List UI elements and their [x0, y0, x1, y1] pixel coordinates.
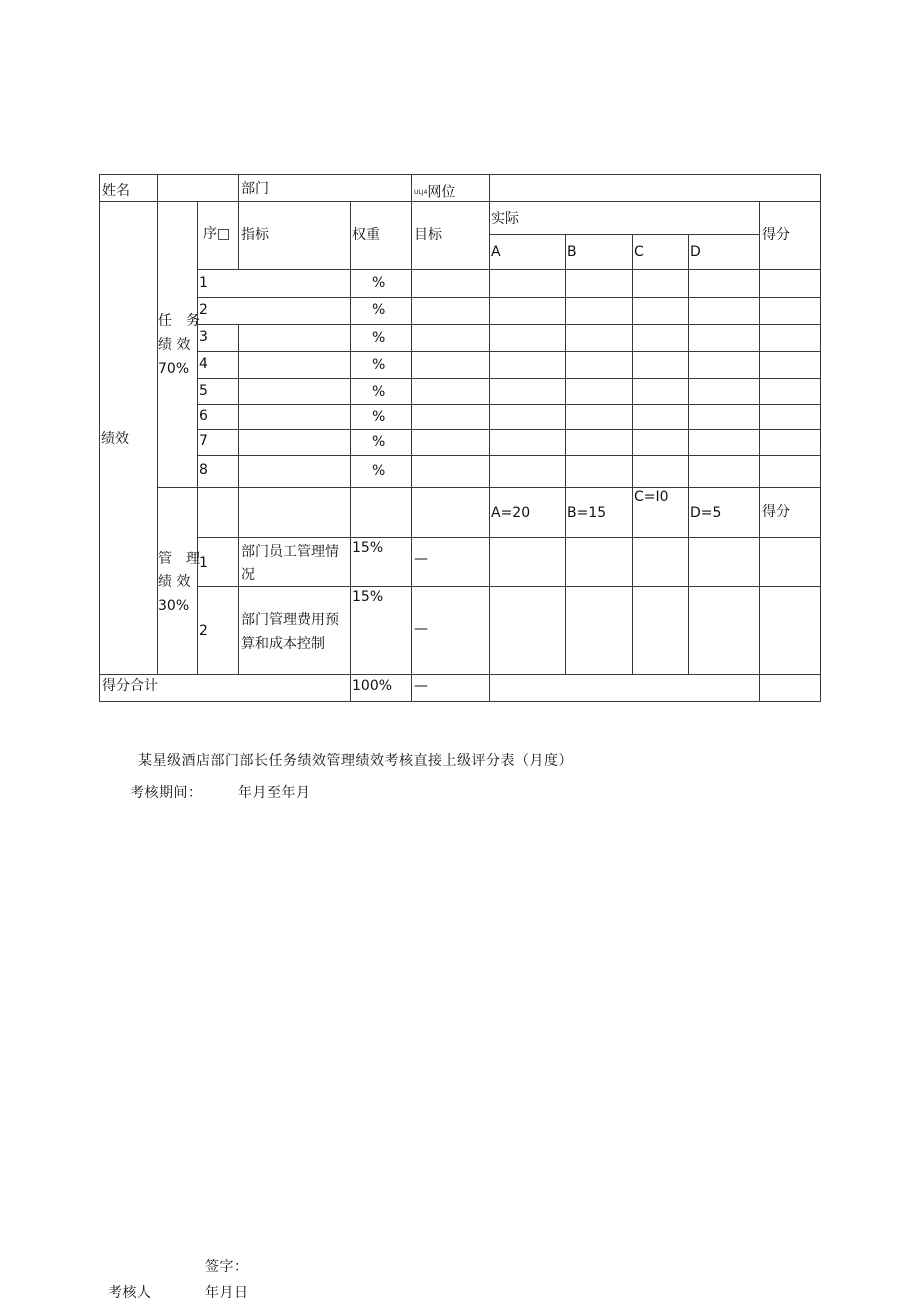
col-line	[197, 201, 198, 488]
col-target: 目标	[414, 227, 442, 243]
col-indicator: 指标	[241, 227, 269, 243]
col-line	[238, 201, 239, 270]
mgmt-row-target: —	[414, 621, 428, 637]
total-target: —	[414, 678, 428, 694]
task-row-weight: %	[372, 330, 386, 346]
row-line	[197, 269, 821, 270]
col-c: C	[634, 244, 644, 260]
table-border-bottom	[99, 701, 821, 702]
row-line	[197, 429, 821, 430]
table-border-top	[99, 174, 821, 175]
task-section-label-2: 绩 效	[158, 337, 191, 353]
col-line	[632, 234, 633, 675]
col-line	[489, 174, 490, 702]
mgmt-section-label-1: 管 理	[158, 551, 200, 567]
mgmt-row-weight: 15%	[352, 540, 384, 556]
col-line	[238, 487, 239, 675]
row-line	[99, 674, 821, 675]
task-row-weight: %	[372, 302, 386, 318]
task-row-no: 8	[199, 462, 208, 478]
post-prefix: ULJ4	[414, 189, 428, 196]
task-section-label-1: 任 务	[158, 313, 200, 329]
name-label: 姓名	[102, 183, 130, 199]
col-line	[350, 201, 351, 702]
col-actual: 实际	[491, 211, 519, 227]
total-label: 得分合计	[102, 678, 158, 694]
col-line	[688, 234, 689, 675]
task-row-no: 4	[199, 356, 208, 372]
task-row-weight: %	[372, 384, 386, 400]
task-row-no: 2	[199, 302, 208, 318]
task-row-no: 7	[199, 433, 208, 449]
task-row-no: 1	[199, 275, 208, 291]
task-row-weight: %	[372, 275, 386, 291]
mgmt-row-indicator-1: 部门管理费用预	[241, 612, 339, 628]
table-caption: 某星级酒店部门部长任务绩效管理绩效考核直接上级评分表（月度）	[138, 753, 573, 769]
col-line	[157, 174, 158, 202]
grade-c: C=I0	[634, 489, 669, 505]
mgmt-row-no: 2	[199, 623, 208, 639]
mgmt-section-label-3: 30%	[158, 598, 190, 614]
total-weight: 100%	[352, 678, 393, 694]
row-line	[197, 297, 821, 298]
task-row-no: 5	[199, 383, 208, 399]
col-line	[197, 487, 198, 675]
row-line	[197, 324, 821, 325]
row-line	[489, 234, 759, 235]
col-b: B	[567, 244, 577, 260]
mgmt-row-target: —	[414, 551, 428, 567]
row-line	[99, 201, 821, 202]
performance-label: 绩效	[101, 431, 129, 447]
col-score: 得分	[762, 227, 790, 243]
table-border-left	[99, 174, 100, 702]
row-line	[197, 586, 821, 587]
mgmt-row-indicator-2: 况	[241, 567, 255, 583]
task-row-weight: %	[372, 357, 386, 373]
post-label	[414, 184, 455, 202]
mgmt-score-label: 得分	[762, 504, 790, 520]
task-row-weight: %	[372, 434, 386, 450]
col-d: D	[690, 244, 701, 260]
col-no: 序□	[203, 226, 231, 242]
grade-a: A=20	[491, 505, 531, 521]
grade-b: B=15	[567, 505, 607, 521]
name-field[interactable]	[161, 183, 235, 200]
grade-d: D=5	[690, 505, 722, 521]
row-line	[197, 404, 821, 405]
task-row-no: 6	[199, 408, 208, 424]
post-label-text: 网位	[427, 184, 456, 201]
task-row-weight: %	[372, 409, 386, 425]
col-line	[759, 201, 760, 702]
dept-label: 部门	[241, 181, 269, 197]
col-line	[565, 234, 566, 675]
row-line	[197, 351, 821, 352]
row-line	[197, 537, 821, 538]
table-border-right	[820, 174, 821, 702]
col-a: A	[491, 244, 501, 260]
col-line	[411, 174, 412, 702]
mgmt-section-label-2: 绩 效	[158, 574, 191, 590]
row-line	[197, 455, 821, 456]
row-line	[197, 378, 821, 379]
assessor-label: 考核人	[108, 1285, 152, 1301]
sign-label: 签字：	[205, 1259, 249, 1275]
period-label: 考核期间：	[130, 785, 203, 801]
period-value: 年月至年月	[238, 785, 311, 801]
mgmt-row-no: 1	[199, 555, 208, 571]
mgmt-row-weight: 15%	[352, 589, 384, 605]
date-label: 年月日	[205, 1285, 249, 1301]
post-field[interactable]	[493, 183, 817, 200]
task-row-no: 3	[199, 329, 208, 345]
task-section-label-3: 70%	[158, 361, 190, 377]
col-line	[238, 174, 239, 202]
task-row-weight: %	[372, 463, 386, 479]
col-line	[238, 324, 239, 488]
mgmt-row-indicator-2: 算和成本控制	[241, 636, 325, 652]
col-weight: 权重	[352, 227, 380, 243]
mgmt-row-indicator-1: 部门员工管理情	[241, 544, 339, 560]
